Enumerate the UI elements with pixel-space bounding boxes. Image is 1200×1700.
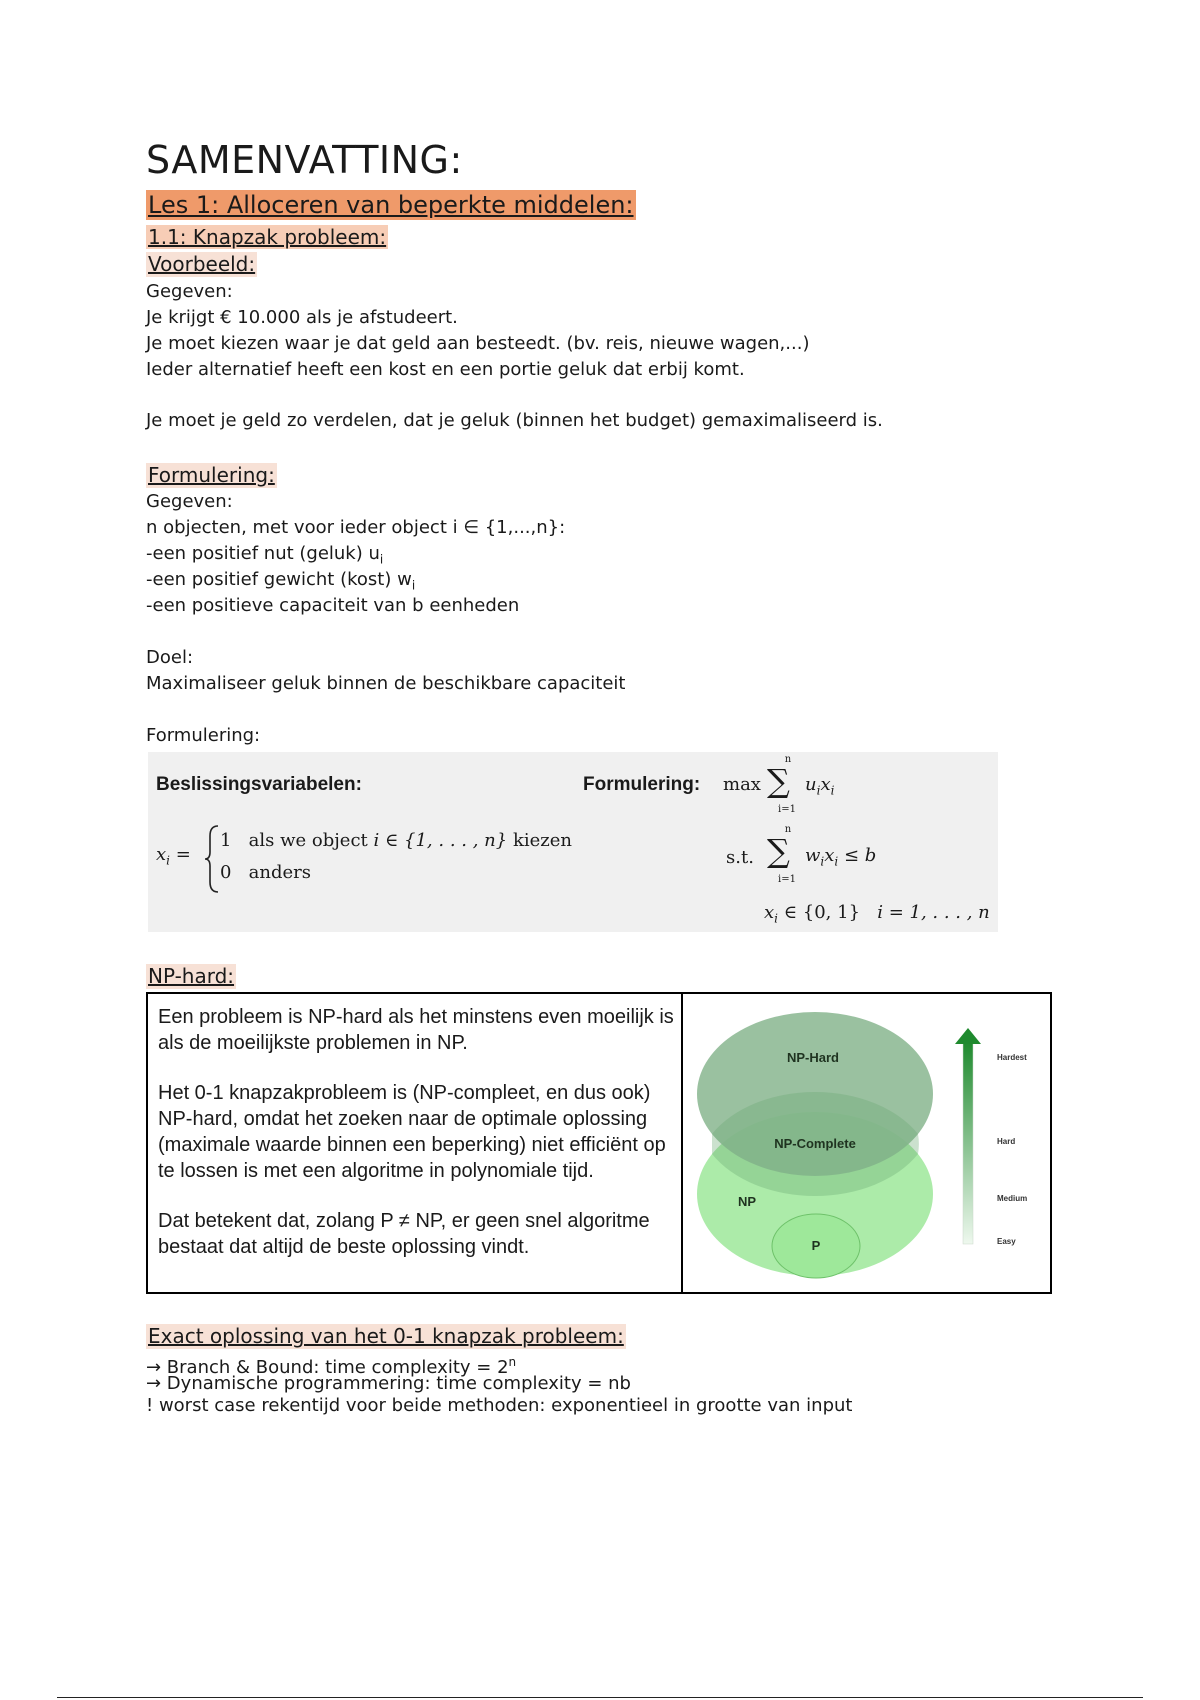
bullet-weight: -een positief gewicht (kost) $w_i$ bbox=[146, 569, 416, 593]
case-brace bbox=[203, 824, 221, 894]
np-paragraph: Een probleem is NP-hard als het minstens even moeilijk is als de moeilijkste problemen in NP. bbox=[158, 1006, 674, 1054]
formulation-heading: Formulering: bbox=[148, 463, 275, 487]
branch-bound-line: → Branch & Bound: time complexity = $2^n$ bbox=[146, 1355, 517, 1378]
p-label: P bbox=[811, 1238, 821, 1253]
formulation-box-label: Formulering: bbox=[583, 774, 701, 795]
example-heading: Voorbeeld: bbox=[148, 252, 256, 276]
exact-heading: Exact oplossing van het 0-1 knapzak probleem: bbox=[148, 1324, 624, 1348]
sum-upper: n bbox=[784, 824, 792, 835]
bottom-rule bbox=[57, 1697, 1143, 1698]
case-zero: 0 anders bbox=[220, 862, 311, 883]
scale-easy: Easy bbox=[997, 1237, 1016, 1246]
objects-line: n objecten, met voor ieder object i ∈ {1,...,n}: bbox=[146, 517, 566, 538]
example-line: Je moet kiezen waar je dat geld aan besteedt. (bv. reis, nieuwe wagen,...) bbox=[146, 333, 810, 354]
table-divider bbox=[681, 994, 683, 1292]
np-paragraph: Het 0-1 knapzakprobleem is (NP-compleet, en dus ook) NP-hard, omdat het zoeken naar de optimale oplossing (maximale waarde binnen een beperking) niet efficiënt op te lossen is met een algoritme in polynomiale tijd. bbox=[158, 1082, 666, 1182]
x-variable: $x_i$ = bbox=[156, 844, 191, 868]
example-line: Ieder alternatief heeft een kost en een portie geluk dat erbij komt. bbox=[146, 359, 745, 380]
case-one: 1 als we object i ∈ {1, . . . , n} kiezen bbox=[220, 830, 572, 851]
lesson-heading: Les 1: Alloceren van beperkte middelen: bbox=[148, 191, 634, 219]
scale-medium: Medium bbox=[997, 1194, 1028, 1203]
domain-constraint: $x_i$ ∈ {0, 1} i = 1, . . . , n bbox=[764, 902, 990, 926]
sum-symbol: ∑ bbox=[767, 762, 790, 800]
max-label: max bbox=[723, 774, 761, 795]
bullet-utility: -een positief nut (geluk) $u_i$ bbox=[146, 543, 384, 567]
np-paragraph: Dat betekent dat, zolang P ≠ NP, er geen snel algoritme bestaat dat altijd de beste oplossing vindt. bbox=[158, 1210, 650, 1258]
difficulty-arrow-head bbox=[955, 1028, 981, 1044]
np-hard-heading: NP-hard: bbox=[148, 964, 235, 988]
sum-lower: i=1 bbox=[778, 804, 796, 815]
decision-variables-label: Beslissingsvariabelen: bbox=[156, 774, 362, 795]
sum-upper: n bbox=[784, 754, 792, 765]
sum-symbol: ∑ bbox=[767, 832, 790, 870]
formulation-label: Formulering: bbox=[146, 725, 261, 746]
st-label: s.t. bbox=[726, 847, 754, 868]
scale-hard: Hard bbox=[997, 1137, 1016, 1146]
sum-lower: i=1 bbox=[778, 874, 796, 885]
scale-hardest: Hardest bbox=[997, 1053, 1027, 1062]
np-venn-diagram bbox=[685, 998, 1050, 1290]
difficulty-arrow-shaft bbox=[963, 1042, 973, 1244]
objective-term: $u_ix_i$ bbox=[805, 774, 835, 798]
constraint-term: $w_ix_i \le b$ bbox=[805, 845, 877, 869]
example-line: Gegeven: bbox=[146, 281, 233, 302]
bullet-capacity: -een positieve capaciteit van b eenheden bbox=[146, 595, 520, 616]
goal-label: Doel: bbox=[146, 647, 194, 668]
model-box bbox=[148, 752, 998, 932]
example-conclusion: Je moet je geld zo verdelen, dat je geluk (binnen het budget) gemaximaliseerd is. bbox=[146, 410, 883, 431]
np-complete-label: NP-Complete bbox=[774, 1136, 856, 1151]
goal-text: Maximaliseer geluk binnen de beschikbare capaciteit bbox=[146, 673, 626, 694]
worst-case-line: ! worst case rekentijd voor beide methoden: exponentieel in grootte van input bbox=[146, 1395, 853, 1416]
np-label: NP bbox=[738, 1194, 757, 1209]
np-hard-label: NP-Hard bbox=[786, 1050, 840, 1065]
section-heading: 1.1: Knapzak probleem: bbox=[148, 225, 387, 249]
page-title: SAMENVATTING: bbox=[146, 138, 463, 182]
example-line: Je krijgt € 10.000 als je afstudeert. bbox=[146, 307, 458, 328]
np-hard-explanation bbox=[158, 1004, 678, 1284]
given-label: Gegeven: bbox=[146, 491, 233, 512]
np-hard-table bbox=[146, 992, 1052, 1294]
dynamic-programming-line: → Dynamische programmering: time complexity = nb bbox=[146, 1373, 631, 1394]
